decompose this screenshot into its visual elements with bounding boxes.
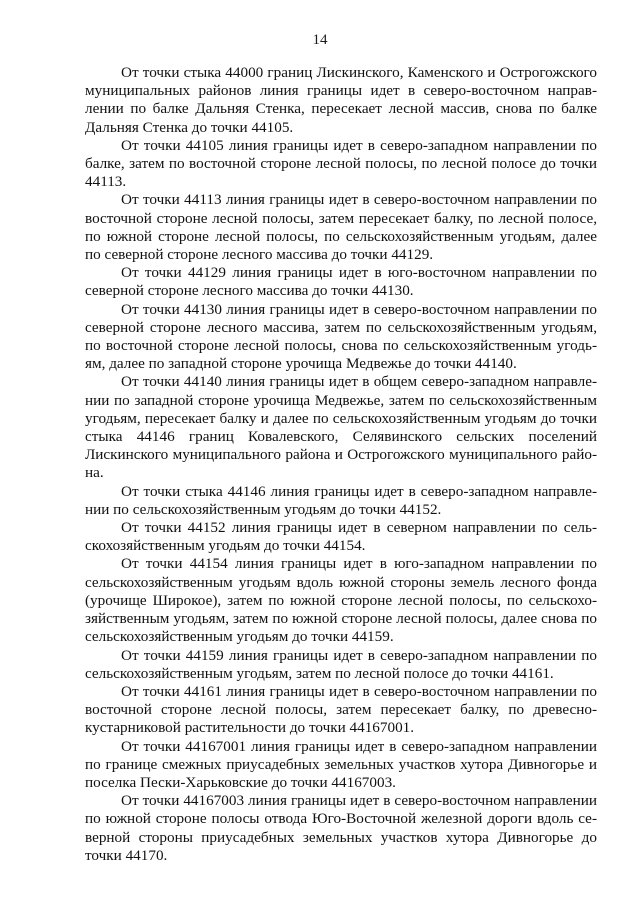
document-body <box>85 64 597 865</box>
paragraph-2: От точки 44105 линия границы идет в северо-западном направлении по балке, затем по восточной стороне лесной полосы, по лесной полосе до точки 44113. <box>85 136 597 191</box>
paragraph-12: От точки 44167001 линия границы идет в северо-западном направлении по границе смежных приусадебных земельных участков хутора Дивногорье и поселка Пески-Харьковские до точки 44167003. <box>85 737 597 791</box>
paragraph-6: От точки 44140 линия границы идет в общем северо-западном направлении по западной стороне урочища Медвежье, затем по сельскохозяйственным угодьям, пересекает балку и далее по сельскохозяйственным угодьям до точки стыка 44146 границ Ковалевского, Селявинского сельских поселений Лискинского муниципального района и Острогожского муниципального района. <box>85 373 597 482</box>
paragraph-3: От точки 44113 линия границы идет в северо-восточном направлении по восточной стороне лесной полосы, затем пересекает балку, по лесной полосе, по южной стороне лесной полосы, по сельскохозяйственным угодьям, далее по северной стороне лесного массива до точки 44129. <box>85 191 597 264</box>
paragraph-1: От точки стыка 44000 границ Лискинского, Каменского и Острогожского муниципальных районов линия границы идет в северо-восточном направлении по балке Дальняя Стенка, пересекает лесной массив, снова по балке Дальняя Стенка до точки 44105. <box>85 64 597 136</box>
paragraph-9: От точки 44154 линия границы идет в юго-западном направлении по сельскохозяйственным угодьям вдоль южной стороны земель лесного фонда (урочище Широкое), затем по южной стороне лесной полосы, по сельскохозяйственным угодьям, затем по южной стороне лесной полосы, далее снова по сельскохозяйственным угодьям до точки 44159. <box>85 555 597 646</box>
paragraph-11: От точки 44161 линия границы идет в северо-восточном направлении по восточной стороне лесной полосы, затем пересекает балку, по древеснокустарниковой растительности до точки 44167001. <box>85 682 597 737</box>
paragraph-13: От точки 44167003 линия границы идет в северо-восточном направлении по южной стороне полосы отвода Юго-Восточной железной дороги вдоль северной стороны приусадебных земельных участков хутора Дивногорье до точки 44170. <box>85 792 597 864</box>
paragraph-4: От точки 44129 линия границы идет в юго-восточном направлении по северной стороне лесного массива до точки 44130. <box>85 264 597 300</box>
paragraph-7: От точки стыка 44146 линия границы идет в северо-западном направлении по сельскохозяйственным угодьям до точки 44152. <box>85 482 597 518</box>
page-number: 14 <box>312 32 328 48</box>
paragraph-5: От точки 44130 линия границы идет в северо-восточном направлении по северной стороне лесного массива, затем по сельскохозяйственным угодьям, по восточной стороне лесной полосы, снова по сельскохозяйственным угодьям, далее по западной стороне урочища Медвежье до точки 44140. <box>85 300 597 373</box>
paragraph-10: От точки 44159 линия границы идет в северо-западном направлении по сельскохозяйственным угодьям, затем по лесной полосе до точки 44161. <box>85 646 597 682</box>
paragraph-8: От точки 44152 линия границы идет в северном направлении по сельскохозяйственным угодьям до точки 44154. <box>85 519 597 555</box>
